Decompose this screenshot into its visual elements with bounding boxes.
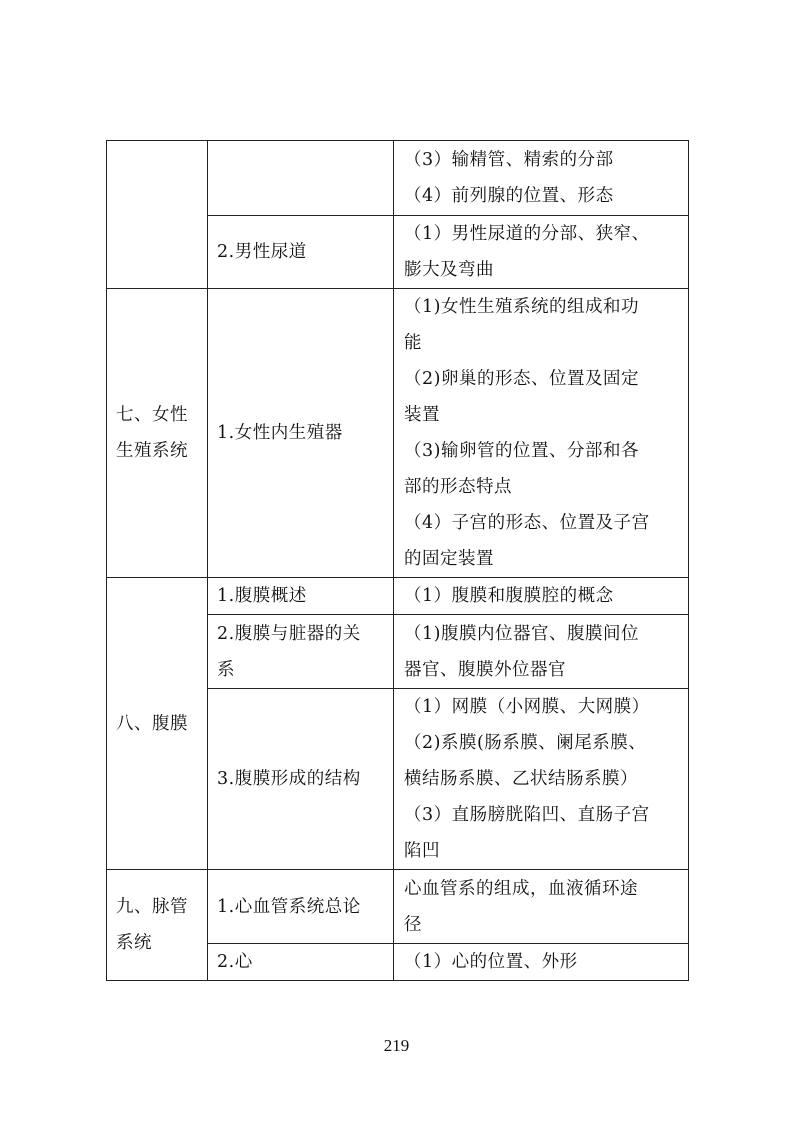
topic-cell [208,141,394,216]
topic-cell [208,578,394,615]
content-line: （2)系膜(肠系膜、阑尾系膜、 [404,733,647,753]
content-line: （1）心的位置、外形 [404,952,578,972]
topic-name: 3.腹膜形成的结构 [217,769,361,789]
content-line: 能 [404,333,422,353]
content-cell [394,615,689,689]
chapter-cell [107,870,208,981]
content-line: （3）直肠膀胱陷凹、直肠子宫 [404,805,650,825]
content-line: 陷凹 [404,841,440,861]
content-cell [394,870,689,944]
content-line: （4）前列腺的位置、形态 [404,186,614,206]
table-row [107,870,689,944]
content-line: （1）网膜（小网膜、大网膜） [404,697,650,717]
content-line: 部的形态特点 [404,477,512,497]
syllabus-table [106,140,689,981]
table-row [107,141,689,216]
content-line: 膨大及弯曲 [404,260,494,280]
topic-cell [208,615,394,689]
chapter-title-line: 系统 [116,933,152,953]
content-line: （1)腹膜内位器官、腹膜间位 [404,623,639,644]
table-row [107,289,689,578]
content-cell [394,289,689,578]
content-cell [394,944,689,981]
content-line: （1)女性生殖系统的组成和功 [404,297,639,317]
topic-name: 2.男性尿道 [217,242,307,262]
content-line: （3）输精管、精索的分部 [404,150,614,170]
content-cell [394,216,689,289]
topic-cell [208,870,394,944]
chapter-title-line: 九、脉管 [116,897,188,917]
content-line: （2)卵巢的形态、位置及固定 [404,369,639,389]
chapter-cell [107,289,208,578]
topic-name-line: 系 [217,659,235,680]
table-row [107,578,689,615]
topic-name-line: 2.腹膜与脏器的关 [217,623,361,644]
topic-cell [208,216,394,289]
content-line: 装置 [404,405,440,425]
topic-cell [208,689,394,870]
content-line: 横结肠系膜、乙状结肠系膜） [404,769,638,789]
content-line: 器官、腹膜外位器官 [404,659,566,680]
content-line: 的固定装置 [404,549,494,569]
topic-name: 1.女性内生殖器 [217,423,343,443]
content-line: （1）男性尿道的分部、狭窄、 [404,224,650,244]
topic-name: 1.心血管系统总论 [217,896,361,917]
content-cell [394,578,689,615]
content-cell [394,689,689,870]
topic-cell [208,289,394,578]
topic-name: 2.心 [217,952,253,972]
topic-name: 1.腹膜概述 [217,586,307,606]
content-line: 径 [404,914,422,935]
content-line: （1）腹膜和腹膜腔的概念 [404,586,614,606]
content-line: 心血管系的组成，血液循环途 [404,878,638,899]
chapter-title: 八、腹膜 [116,713,188,734]
content-cell [394,141,689,216]
chapter-cell [107,578,208,870]
content-line: （4）子宫的形态、位置及子宫 [404,513,650,533]
chapter-cell [107,141,208,289]
page-number: 219 [383,1036,410,1055]
topic-cell [208,944,394,981]
chapter-title-line: 生殖系统 [116,441,188,461]
chapter-title-line: 七、女性 [116,405,188,425]
content-line: （3)输卵管的位置、分部和各 [404,441,639,461]
